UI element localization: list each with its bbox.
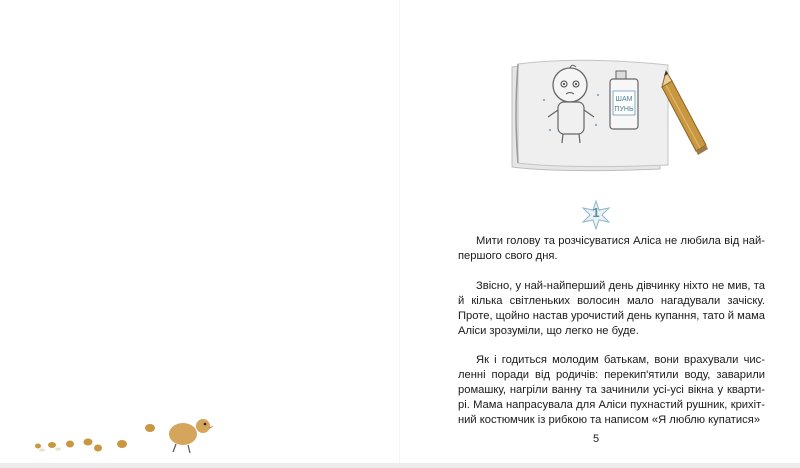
svg-text:ШАМ: ШАМ (615, 96, 633, 103)
ducklings-illustration (20, 400, 220, 460)
svg-text:ПУНЬ: ПУНЬ (614, 106, 634, 113)
paragraph: Мити голову та розчісуватися Аліса не любила від найпершого свого дня. (458, 235, 765, 262)
bottom-edge (0, 463, 800, 468)
paragraph: Як і годиться молодим батькам, вони врахували численні поради від родичів: перекип'ятили воду, заварили ромашку, нагріли ванну та зачинили усі-усі вікна у квартирі. Мама напрасувала для Аліси пухнастий рушник, крихітний костюмчик із рибкою та написом «Я люблю купатися» (458, 354, 765, 427)
shampoo-bottle-icon (610, 71, 638, 129)
pencil-icon (662, 71, 708, 155)
right-page (400, 0, 800, 468)
page-number: 5 (592, 433, 600, 445)
chapter-number: 1 (592, 205, 600, 220)
chapter-text (458, 234, 765, 428)
paragraph: Звісно, у най-найперший день дівчинку ніхто не мив, та й кілька світленьких волосин мало нагадували зачіску. Проте, щойно настав урочистий день купання, тато й мама Аліси зрозуміли, що легко не буде. (458, 279, 765, 337)
book-illustration (500, 55, 725, 180)
